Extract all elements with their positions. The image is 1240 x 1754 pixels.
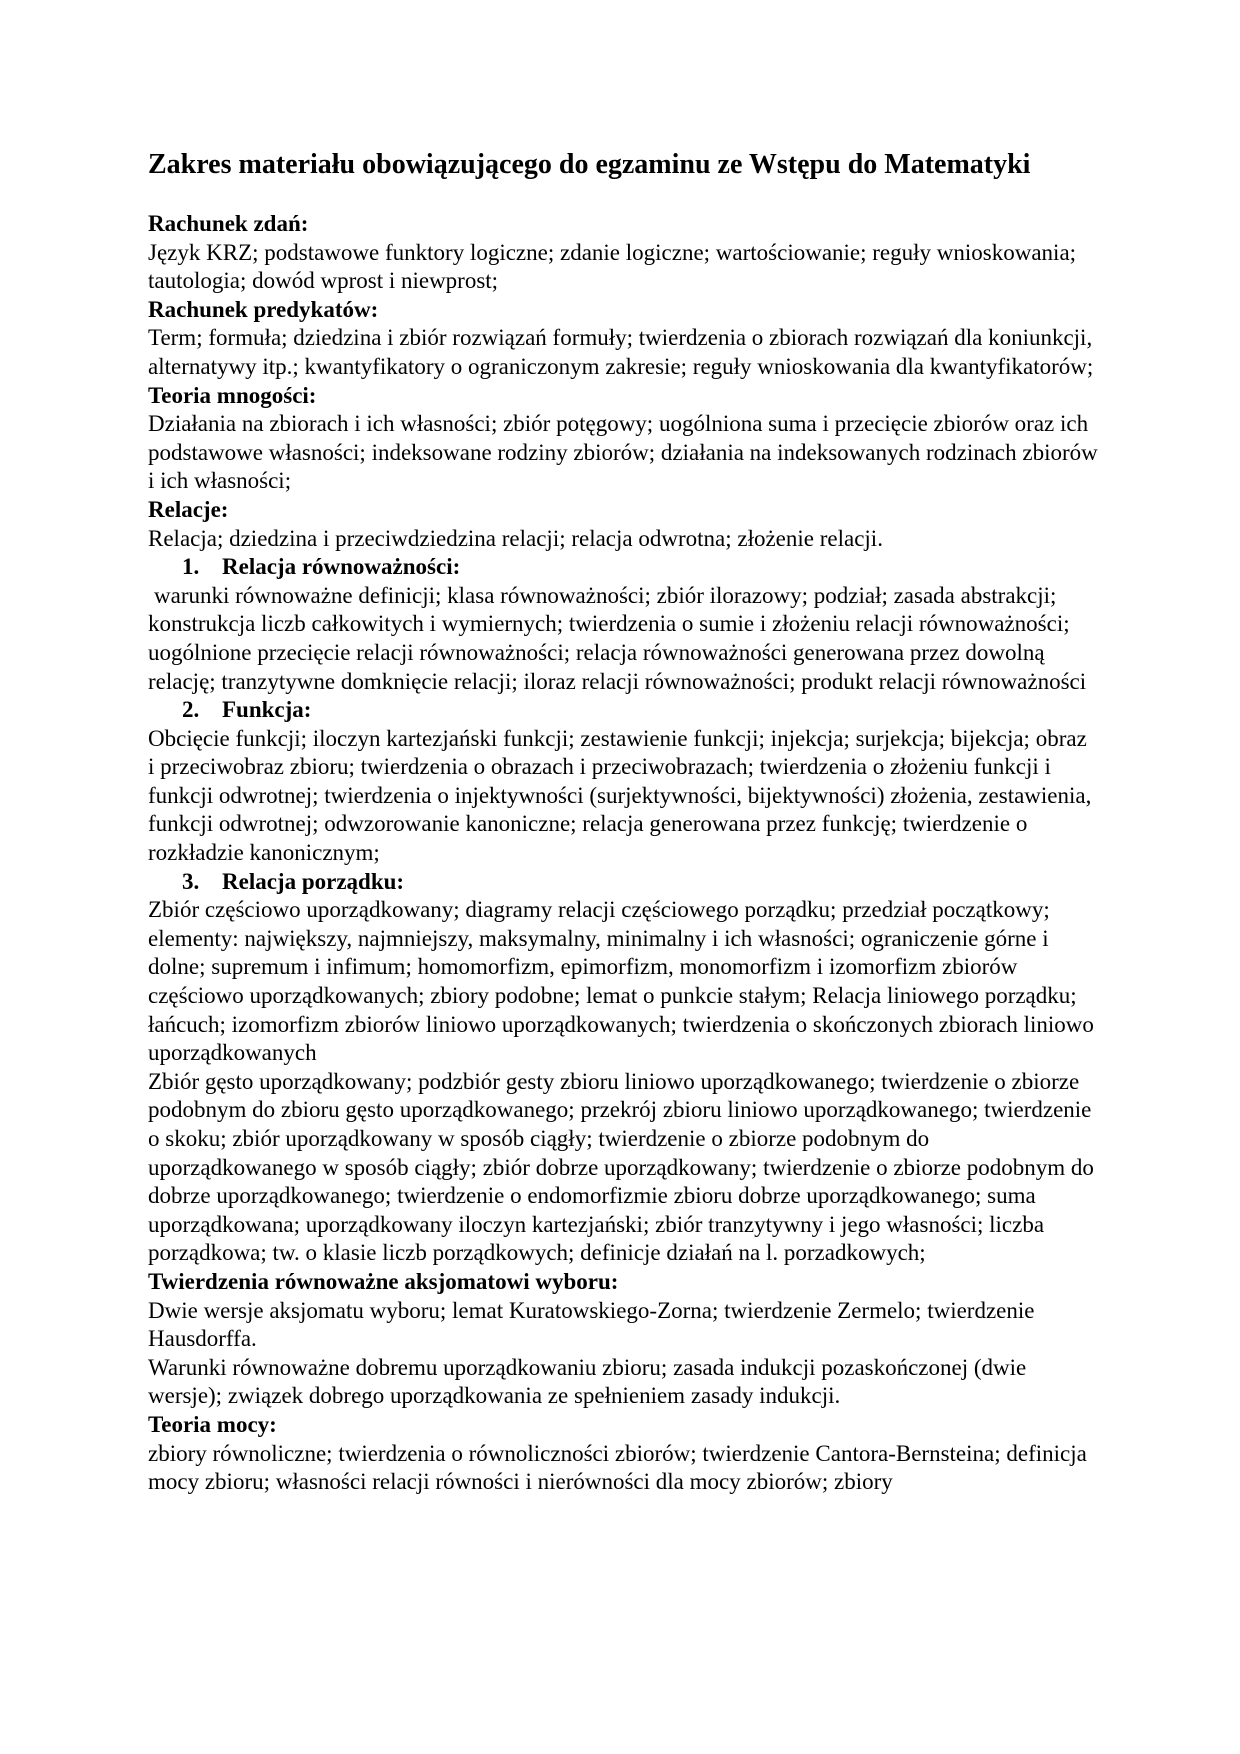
subsection-text-relacja-porzadku-2: Zbiór gęsto uporządkowany; podzbiór gesty zbioru liniowo uporządkowanego; twierdzenie o zbiorze podobnym do zbioru gęsto uporządkowanego; przekrój zbioru liniowo uporządkowanego; twierdzenie o skoku; zbiór uporządkowany w sposób ciągły; twierdzenie o zbiorze podobnym do uporządkowanego w sposób ciągły; zbiór dobrze uporządkowany; twierdzenie o zbiorze podobnym do dobrze uporządkowanego; twierdzenie o endomorfizmie zbioru dobrze uporządkowanego; suma uporządkowana; uporządkowany iloczyn kartezjański; zbiór tranzytywny i jego własności; liczba porządkowa; tw. o klasie liczb porządkowych; definicje działań na l. porzadkowych;	[148, 1068, 1094, 1266]
subsection-heading-relacja-porzadku	[148, 868, 1098, 897]
subsection-title: Relacja porządku:	[222, 868, 405, 894]
subsection-text-funkcja: Obcięcie funkcji; iloczyn kartezjański funkcji; zestawienie funkcji; injekcja; surjekcja; bijekcja; obraz i przeciwobraz zbioru; twierdzenia o obrazach i przeciwobrazach; twierdzenia o złożeniu funkcji i funkcji odwrotnej; twierdzenia o injektywności (surjektywności, bijektywności) złożenia, zestawienia, funkcji odwrotnej; odwzorowanie kanoniczne; relacja generowana przez funkcję; twierdzenie o rozkładzie kanonicznym;	[148, 725, 1092, 866]
document-body	[148, 210, 1098, 1497]
subsection-heading-relacja-rownowaznosci	[148, 553, 1098, 582]
subsection-number: 1.	[182, 554, 200, 580]
document-title: Zakres materiału obowiązującego do egzaminu ze Wstępu do Matematyki	[148, 149, 1031, 180]
section-heading-teoria-mocy: Teoria mocy:	[148, 1411, 277, 1437]
section-heading-aksjomat-wyboru: Twierdzenia równoważne aksjomatowi wyboru:	[148, 1268, 619, 1294]
section-heading-rachunek-zdan: Rachunek zdań:	[148, 211, 309, 236]
section-heading-teoria-mnogosci: Teoria mnogości:	[148, 382, 317, 408]
section-text-rachunek-predykatow: Term; formuła; dziedzina i zbiór rozwiązań formuły; twierdzenia o zbiorach rozwiązań dla koniunkcji, alternatywy itp.; kwantyfikatory o ograniczonym zakresie; reguły wnioskowania dla kwantyfikatorów;	[148, 325, 1094, 379]
subsection-text-relacja-rownowaznosci: warunki równoważne definicji; klasa równoważności; zbiór ilorazowy; podział; zasada abstrakcji; konstrukcja liczb całkowitych i wymiernych; twierdzenia o sumie i złożeniu relacji równoważności; uogólnione przecięcie relacji równoważności; relacja równoważności generowana przez dowolną relację; tranzytywne domknięcie relacji; iloraz relacji równoważności; produkt relacji równoważności	[148, 582, 1087, 694]
subsection-number: 3.	[182, 868, 200, 894]
section-text-aksjomat-wyboru-1: Dwie wersje aksjomatu wyboru; lemat Kuratowskiego-Zorna; twierdzenie Zermelo; twierdzenie Hausdorffa.	[148, 1297, 1035, 1352]
subsection-heading-funkcja	[148, 696, 1098, 725]
subsection-title: Relacja równoważności:	[222, 554, 461, 580]
subsection-number: 2.	[182, 697, 200, 723]
section-text-rachunek-zdan: Język KRZ; podstawowe funktory logiczne; zdanie logiczne; wartościowanie; reguły wnioskowania; tautologia; dowód wprost i niewprost;	[148, 239, 1077, 294]
section-heading-rachunek-predykatow: Rachunek predykatów:	[148, 296, 379, 322]
section-text-relacje: Relacja; dziedzina i przeciwdziedzina relacji; relacja odwrotna; złożenie relacji.	[148, 525, 883, 551]
section-text-teoria-mnogosci: Działania na zbiorach i ich własności; zbiór potęgowy; uogólniona suma i przecięcie zbiorów oraz ich podstawowe własności; indeksowane rodziny zbiorów; działania na indeksowanych rodzinach zbiorów i ich własności;	[148, 411, 1098, 494]
section-text-teoria-mocy: zbiory równoliczne; twierdzenia o równoliczności zbiorów; twierdzenie Cantora-Bernsteina; definicja mocy zbioru; własności relacji równości i nierówności dla mocy zbiorów; zbiory	[148, 1440, 1087, 1495]
subsection-text-relacja-porzadku-1: Zbiór częściowo uporządkowany; diagramy relacji częściowego porządku; przedział początkowy; elementy: największy, najmniejszy, maksymalny, minimalny i ich własności; ograniczenie górne i dolne; supremum i infimum; homomorfizm, epimorfizm, monomorfizm i izomorfizm zbiorów częściowo uporządkowanych; zbiory podobne; lemat o punkcie stałym; Relacja liniowego porządku; łańcuch; izomorfizm zbiorów liniowo uporządkowanych; twierdzenia o skończonych zbiorach liniowo uporządkowanych	[148, 897, 1094, 1066]
subsection-title: Funkcja:	[222, 697, 312, 723]
section-text-aksjomat-wyboru-2: Warunki równoważne dobremu uporządkowaniu zbioru; zasada indukcji pozaskończonej (dwie wersje); związek dobrego uporządkowania ze spełnieniem zasady indukcji.	[148, 1354, 1027, 1409]
section-heading-relacje: Relacje:	[148, 496, 229, 522]
